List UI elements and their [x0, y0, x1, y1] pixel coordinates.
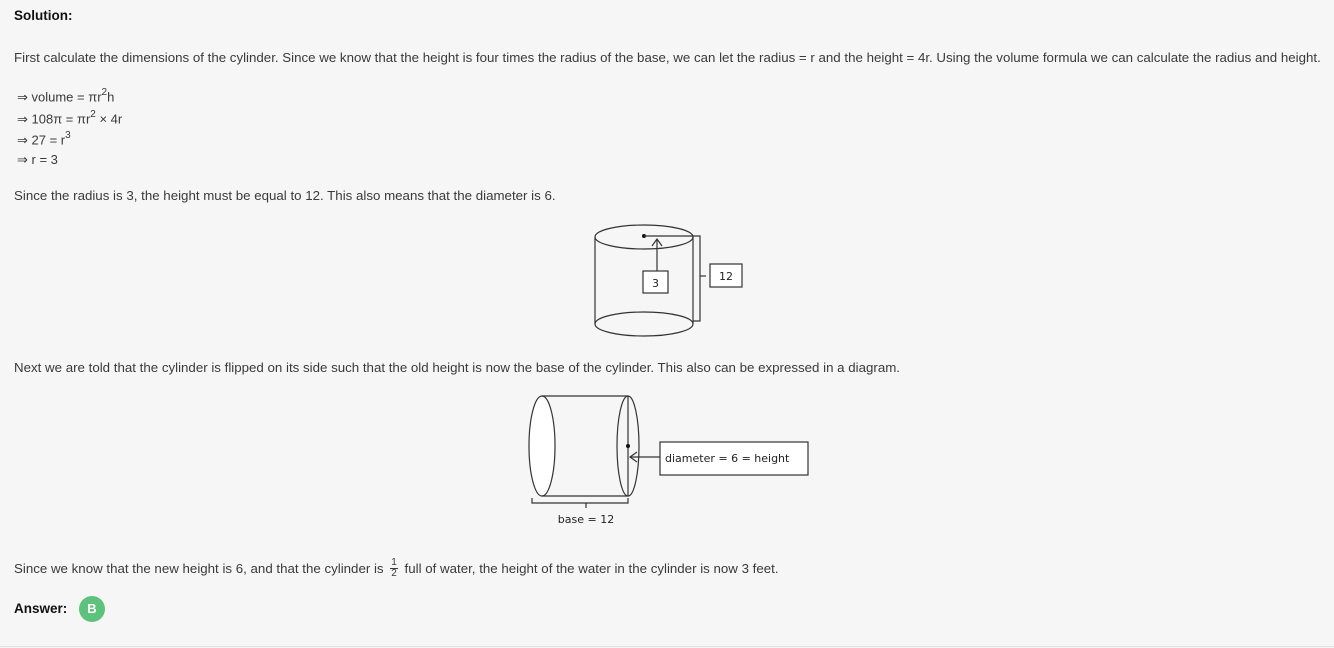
step-simplify — [17, 131, 71, 148]
diameter-label: diameter = 6 = height — [665, 452, 790, 465]
step-substitution — [17, 110, 122, 127]
step-result — [17, 152, 58, 168]
sideways-cylinder-diagram — [520, 390, 820, 530]
answer-badge: B — [79, 596, 105, 622]
step-text: ⇒ volume = πr — [17, 89, 102, 105]
cylinder-bottom-ellipse — [595, 312, 693, 336]
answer-heading: Answer: — [14, 601, 68, 616]
step-volume-formula — [17, 88, 114, 105]
step-text: ⇒ r = 3 — [17, 152, 58, 167]
cylinder-body — [529, 396, 639, 496]
height-label: 12 — [719, 270, 733, 283]
step-text: × 4r — [95, 111, 123, 127]
upright-cylinder-diagram — [580, 218, 760, 343]
radius-label: 3 — [652, 277, 659, 290]
base-label: base = 12 — [557, 513, 615, 526]
one-half-fraction — [390, 558, 398, 579]
intro-paragraph: First calculate the dimensions of the cylinder. Since we know that the height is four times the radius of the base, we can let the radius = r and the height = 4r. Using the volume formula we can calculate the radius and height. — [14, 50, 1321, 65]
radius-paragraph: Since the radius is 3, the height must be equal to 12. This also means that the diameter is 6. — [14, 188, 556, 203]
final-text: Since we know that the new height is 6, and that the cylinder is — [14, 561, 384, 577]
center-point — [626, 444, 630, 448]
step-text: h — [107, 89, 115, 105]
step-exponent: 3 — [65, 130, 71, 141]
height-bracket — [693, 236, 700, 321]
fraction-denominator: 2 — [391, 568, 397, 579]
fraction-numerator: 1 — [391, 557, 397, 568]
solution-heading: Solution: — [14, 8, 73, 23]
step-text: ⇒ 27 = r — [17, 132, 66, 148]
cylinder-left-end — [529, 396, 555, 496]
step-exponent: 2 — [101, 87, 108, 98]
flip-paragraph: Next we are told that the cylinder is flipped on its side such that the old height is now the base of the cylinder. This also can be expressed in a diagram. — [14, 360, 900, 375]
final-paragraph — [14, 559, 779, 580]
final-text: full of water, the height of the water in the cylinder is now 3 feet. — [404, 561, 779, 577]
base-bracket — [532, 498, 628, 503]
step-text: ⇒ 108π = πr — [17, 111, 91, 127]
step-exponent: 2 — [90, 109, 96, 120]
